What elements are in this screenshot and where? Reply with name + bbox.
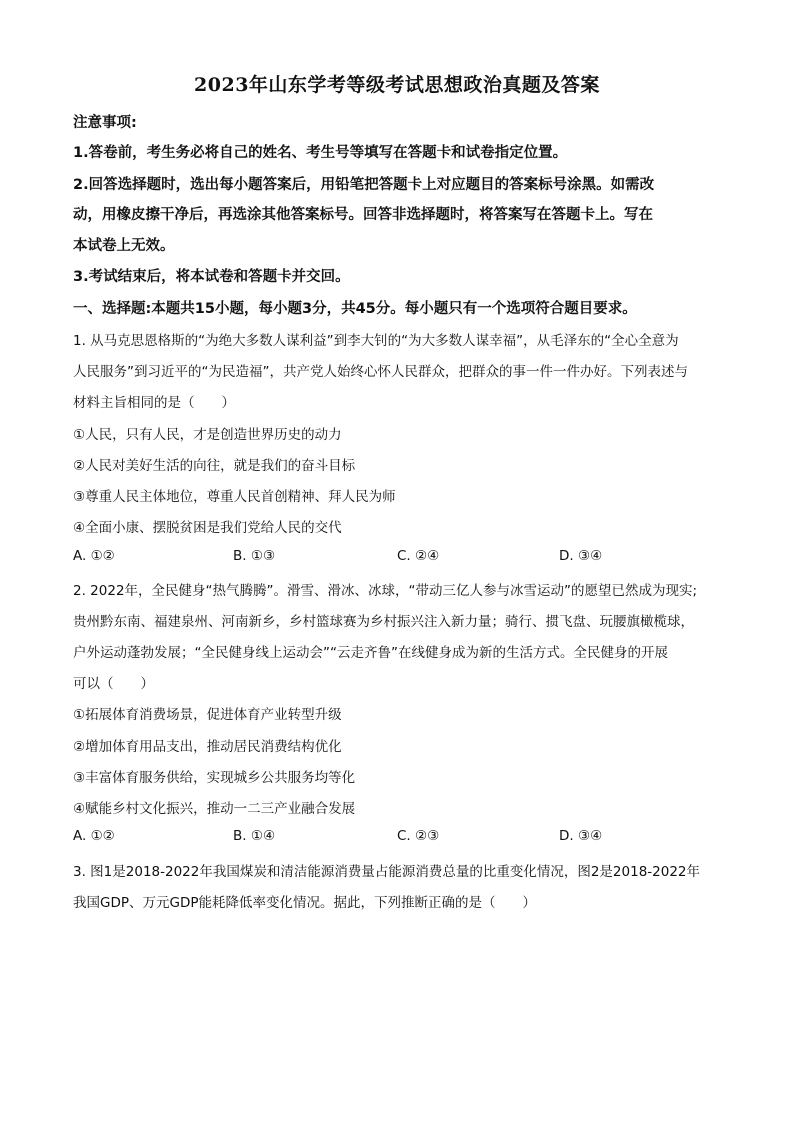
page-title: 2023年山东学考等级考试思想政治真题及答案	[194, 74, 600, 96]
notice-item: 3.考试结束后，将本试卷和答题卡并交回。	[73, 269, 350, 285]
statement: ④全面小康、摆脱贫困是我们党给人民的交代	[73, 520, 342, 536]
statement: ②人民对美好生活的向往，就是我们的奋斗目标	[73, 458, 356, 474]
question-text: 人民服务”到习近平的“为民造福”，共产党人始终心怀人民群众，把群众的事一件一件办好。下列表述与	[73, 364, 688, 380]
question-text: 材料主旨相同的是（ ）	[73, 395, 235, 411]
notice-item: 动，用橡皮擦干净后，再选涂其他答案标号。回答非选择题时，将答案写在答题卡上。写在	[73, 207, 653, 223]
statement: ①人民，只有人民，才是创造世界历史的动力	[73, 427, 342, 443]
question-text: 1. 从马克思恩格斯的“为绝大多数人谋利益”到李大钊的“为大多数人谋幸福”，从毛泽东的“全心全意为	[73, 333, 679, 349]
option-d[interactable]: D. ③④	[559, 828, 603, 844]
statement: ③尊重人民主体地位，尊重人民首创精神、拜人民为师	[73, 489, 396, 505]
notice-item: 2.回答选择题时，选出每小题答案后，用铅笔把答题卡上对应题目的答案标号涂黑。如需改	[73, 177, 655, 193]
section-heading: 一、选择题:本题共15小题，每小题3分，共45分。每小题只有一个选项符合题目要求。	[73, 301, 637, 317]
statement: ③丰富体育服务供给，实现城乡公共服务均等化	[73, 770, 356, 786]
question-text: 户外运动蓬勃发展；“全民健身线上运动会”“云走齐鲁”在线健身成为新的生活方式。全民健身的开展	[73, 645, 668, 661]
notice-heading: 注意事项:	[73, 115, 137, 131]
option-b[interactable]: B. ①③	[233, 548, 276, 564]
question-text: 我国GDP、万元GDP能耗降低率变化情况。据此，下列推断正确的是（ ）	[73, 895, 536, 911]
question-text: 可以（ ）	[73, 676, 154, 692]
option-a[interactable]: A. ①②	[73, 548, 115, 564]
statement: ①拓展体育消费场景，促进体育产业转型升级	[73, 707, 342, 723]
option-c[interactable]: C. ②④	[397, 548, 440, 564]
question-text: 3. 图1是2018-2022年我国煤炭和清洁能源消费量占能源消费总量的比重变化情况，图2是2018-2022年	[73, 864, 701, 880]
option-d[interactable]: D. ③④	[559, 548, 603, 564]
notice-item: 本试卷上无效。	[73, 238, 175, 254]
question-text: 2. 2022年，全民健身“热气腾腾”。滑雪、滑冰、冰球，“带动三亿人参与冰雪运动”的愿望已然成为现实;	[73, 583, 698, 599]
statement: ②增加体育用品支出，推动居民消费结构优化	[73, 739, 342, 755]
statement: ④赋能乡村文化振兴，推动一二三产业融合发展	[73, 801, 356, 817]
question-text: 贵州黔东南、福建泉州、河南新乡，乡村篮球赛为乡村振兴注入新力量；骑行、掼飞盘、玩腰旗橄榄球，	[73, 614, 694, 630]
option-a[interactable]: A. ①②	[73, 828, 115, 844]
option-b[interactable]: B. ①④	[233, 828, 276, 844]
option-c[interactable]: C. ②③	[397, 828, 440, 844]
notice-item: 1.答卷前，考生务必将自己的姓名、考生号等填写在答题卡和试卷指定位置。	[73, 145, 568, 161]
